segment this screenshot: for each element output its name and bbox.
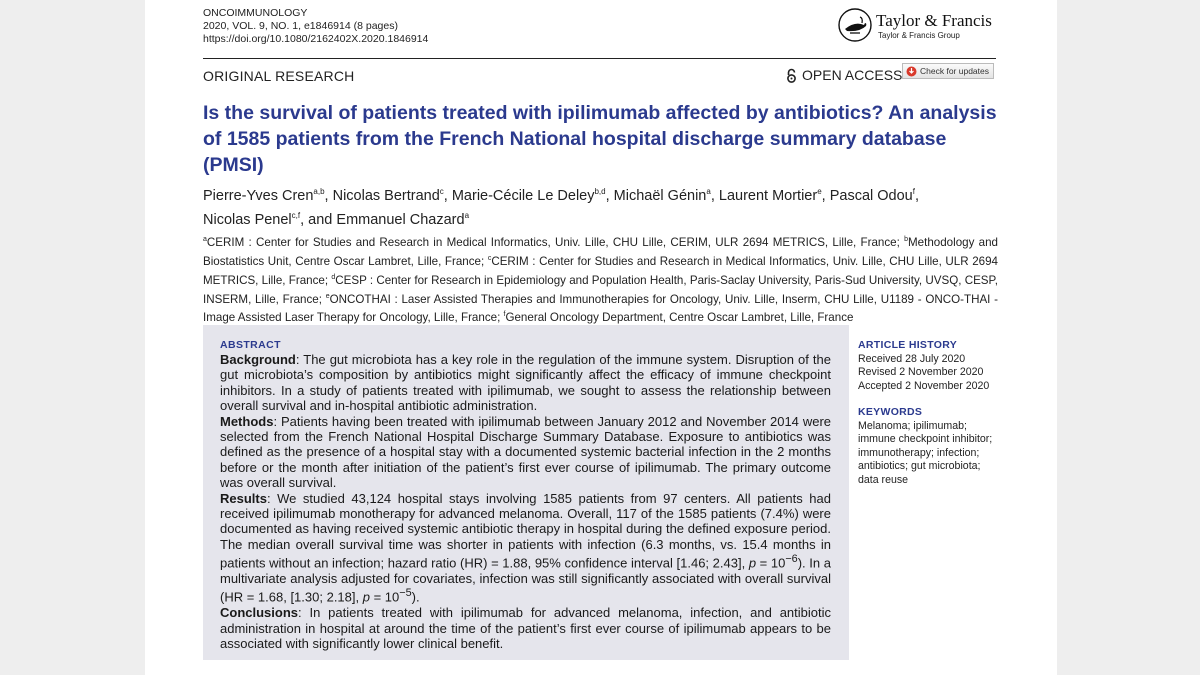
header-rule [203, 58, 996, 59]
keywords-heading: KEYWORDS [858, 406, 923, 418]
open-access-label: OPEN ACCESS [802, 67, 903, 83]
author[interactable]: Pierre-Yves Cren$^{a,b}$ [203, 187, 325, 204]
abstract-results: Results: We studied 43,124 hospital stays involving 1585 patients from 97 centers. All patients had received ipilimumab monotherapy for advanced melanoma. Overall, 117 of the 1585 patients (7.4%) were documented as having received systemic antibiotic therapy in hospital during the defined exposure period. The median overall survival time was shorter in patients with infection (6.3 months, vs. 15.4 months in patients without an infection; hazard ratio (HR) = 1.88, 95% confidence interval [1.46; 2.43], $p = 10^{-6}$). In a multivariate analysis adjusted for covariates, infection was still significantly associated with overall survival (HR = 1.68, [1.30; 2.18], $p = 10^{-5}$). [220, 490, 831, 605]
affiliation: CERIM : Center for Studies and Research in Medical Informatics, Univ. Lille, CHU Lille, CERIM, ULR 2694 METRICS, Lille, France; [206, 235, 905, 249]
affiliation: General Oncology Department, Centre Oscar Lambret, Lille, France [505, 311, 854, 325]
affiliations: $^a$CERIM : Center for Studies and Research in Medical Informatics, Univ. Lille, CHU Lille, CERIM, ULR 2694 METRICS, Lille, France; $^b$Methodology and Biostatistics Unit, Centre Oscar Lambret, Lille, France; $^c$CERIM : Center for Studies and Research in Medical Informatics, Univ. Lille, CHU Lille, ULR 2694 METRICS, Lille, France; $^d$CESP : Center for Research in Epidemiology and Population Health, Paris-Saclay University, Paris-Sud University, UVSQ, CESP, INSERM, Lille, France; $^e$ONCOTHAI : Laser Assisted Therapies and Immunotherapies for Oncology, Univ. Lille, Inserm, CHU Lille, U1189 - ONCO-THAI - Image Assisted Laser Therapy for Oncology, Lille, France; $^f$General Oncology Department, Centre Oscar Lambret, Lille, France [203, 235, 999, 325]
open-access-badge [786, 67, 902, 83]
affiliation: ONCOTHAI : Laser Assisted Therapies and Immunotherapies for Oncology, Univ. Lille, Inserm, CHU Lille, U1189 - ONCO-THAI - Image Assisted Laser Therapy for Oncology, Lille, France; [203, 292, 998, 325]
author[interactable]: Michaël Génin$^a$ [613, 187, 711, 204]
author[interactable]: Nicolas Penel$^{c,f}$ [203, 210, 301, 228]
accepted-date: Accepted 2 November 2020 [858, 379, 990, 392]
open-lock-icon [786, 68, 797, 83]
abstract-background: Background: The gut microbiota has a key role in the regulation of the immune system. Disruption of the gut microbiota’s composition by antibiotics might significantly affect the efficacy of immune checkpoint inhibitors. In a study of patients treated with ipilimumab, we sought to assess the relationship between overall survival and in-hospital antibiotic administration. [220, 352, 831, 414]
author[interactable]: Laurent Mortier$^e$ [718, 187, 822, 204]
revised-date: Revised 2 November 2020 [858, 366, 984, 378]
journal-info [203, 7, 428, 46]
update-icon [906, 66, 917, 77]
journal-doi[interactable]: https://doi.org/10.1080/2162402X.2020.1846914 [203, 33, 429, 45]
lamp-icon [838, 8, 872, 42]
affiliation: CESP : Center for Research in Epidemiology and Population Health, Paris-Saclay University, Paris-Sud University, UVSQ, CESP, INSERM, Lille, France; [203, 273, 998, 306]
affiliation: CERIM : Center for Studies and Research in Medical Informatics, Univ. Lille, CHU Lille, ULR 2694 METRICS, Lille, France; [203, 254, 999, 287]
received-date: Received 28 July 2020 [858, 352, 966, 365]
abstract-box [203, 325, 849, 660]
author[interactable]: Emmanuel Chazard$^a$ [336, 210, 470, 228]
publisher-group: Taylor & Francis Group [878, 31, 960, 40]
abstract-methods: Methods: Patients having been treated with ipilimumab between January 2012 and November 2014 were selected from the French National Hospital Discharge Summary Database. Exposure to antibiotics was defined as the presence of a hospital stay with a documented systemic bacterial infection in the 2 months before or the month after initiation of the patient’s first ever course of ipilimumab. The primary outcome was overall survival. [220, 413, 831, 491]
keywords-list: Melanoma; ipilimumab; immune checkpoint inhibitor; immunotherapy; infection; antibiotics; gut microbiota; data reuse [858, 419, 993, 486]
article-page [145, 0, 1057, 675]
journal-volume: 2020, VOL. 9, NO. 1, e1846914 (8 pages) [203, 20, 398, 32]
article-sidebar [858, 339, 998, 487]
journal-name: ONCOIMMUNOLOGY [203, 7, 308, 19]
article-history-heading: ARTICLE HISTORY [858, 339, 958, 351]
section-label: ORIGINAL RESEARCH [203, 68, 355, 84]
check-for-updates-button[interactable] [902, 63, 994, 79]
check-for-updates-label: Check for updates [920, 66, 989, 76]
abstract-heading: ABSTRACT [220, 339, 281, 351]
author[interactable]: Pascal Odou$^f$ [829, 187, 915, 204]
author-list: Pierre-Yves Cren$^{a,b}$, Nicolas Bertrand$^c$, Marie-Cécile Le Deley$^{b,d}$, Michaël Génin$^a$, Laurent Mortier$^e$, Pascal Odou$^f$, Nicolas Penel$^{c,f}$, and Emmanuel Chazard$^a$ [203, 187, 920, 228]
affiliation: Methodology and Biostatistics Unit, Centre Oscar Lambret, Lille, France; [203, 235, 998, 268]
publisher-name: Taylor & Francis [876, 11, 992, 30]
author[interactable]: Marie-Cécile Le Deley$^{b,d}$ [451, 187, 606, 204]
abstract-conclusions: Conclusions: In patients treated with ipilimumab for advanced melanoma, infection, and antibiotic administration in hospital at around the time of the patient’s first ever course of ipilimumab appears to be associated with significantly lower clinical benefit. [220, 605, 831, 651]
article-title: Is the survival of patients treated with ipilimumab affected by antibiotics? An analysis of 1585 patients from the French National hospital discharge summary database (PMSI) [203, 102, 997, 176]
author[interactable]: Nicolas Bertrand$^c$ [332, 187, 444, 204]
